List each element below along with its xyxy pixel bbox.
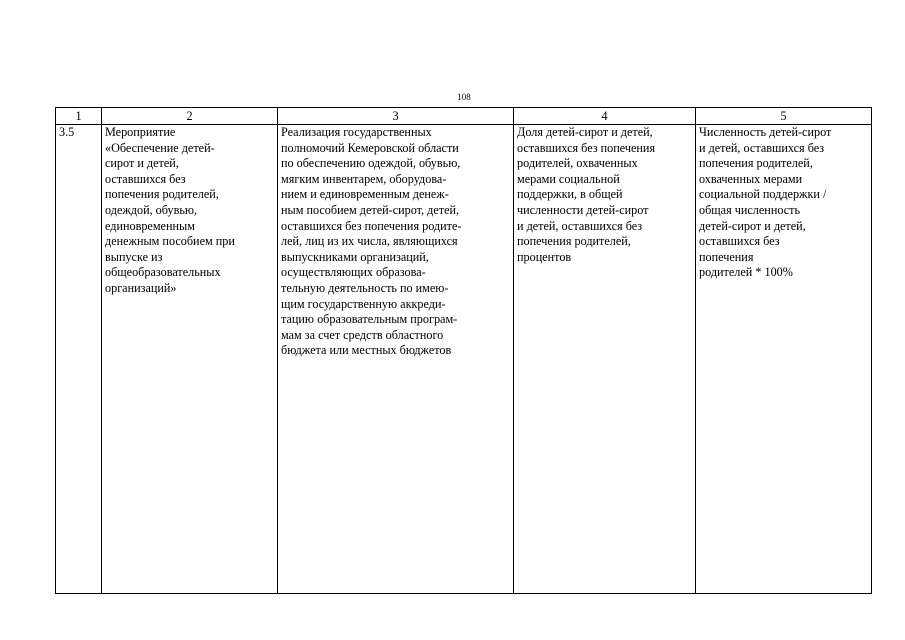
indicator-table [55, 107, 872, 594]
event-name: Мероприятие «Обеспечение детей- сирот и детей, оставшихся без попечения родителей, одеждой, обувью, единовременным денежным пособием при выпуске из общеобразовательных организаций» [105, 125, 235, 295]
table-row [56, 125, 872, 594]
column-header-3: 3 [278, 108, 514, 125]
column-header-4: 4 [514, 108, 696, 125]
page-number: 108 [457, 92, 471, 102]
event-description: Реализация государственных полномочий Кемеровской области по обеспечению одеждой, обувью, мягким инвентарем, оборудова- нием и единовременным денеж- ным пособием детей-сирот, детей, оставшихся без попечения родите- лей, лиц из их числа, являющихся выпускниками организаций, осуществляющих образова- тельную деятельность по имею- щим государственную аккреди- тацию образовательным програм- мам за счет средств областного бюджета или местных бюджетов [281, 125, 462, 358]
calculation-method: Численность детей-сирот и детей, оставшихся без попечения родителей, охваченных мерами социальной поддержки / общая численность детей-сирот и детей, оставшихся без попечения родителей * 100% [699, 125, 832, 280]
event-name-cell [102, 125, 278, 594]
row-number: 3.5 [59, 125, 75, 139]
row-number-cell [56, 125, 102, 594]
column-header-5: 5 [696, 108, 872, 125]
event-description-cell [278, 125, 514, 594]
column-header-1: 1 [56, 108, 102, 125]
column-header-2: 2 [102, 108, 278, 125]
indicator-name-cell [514, 125, 696, 594]
header-row [56, 108, 872, 125]
indicator-name: Доля детей-сирот и детей, оставшихся без попечения родителей, охваченных мерами социальной поддержки, в общей численности детей-сирот и детей, оставшихся без попечения родителей, процентов [517, 125, 656, 264]
calculation-method-cell [696, 125, 872, 594]
